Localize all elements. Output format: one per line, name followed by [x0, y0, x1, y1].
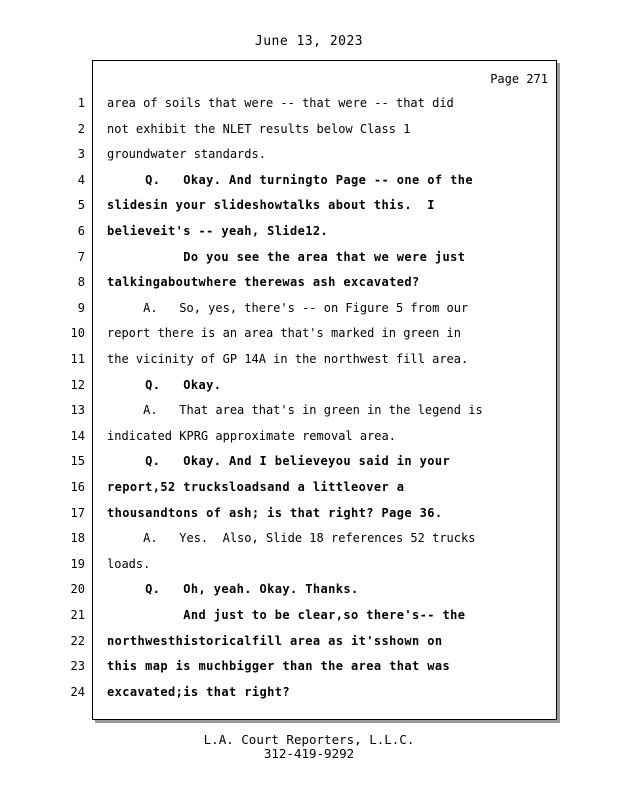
line-number: 9: [77, 301, 85, 315]
line-text: talkingaboutwhere therewas ash excavated?: [107, 275, 420, 289]
page-number: Page 271: [490, 72, 548, 86]
page-date: June 13, 2023: [254, 34, 364, 49]
line-number: 12: [70, 378, 85, 392]
line-number: 24: [70, 685, 85, 699]
line-text: Q. Okay. And turningto Page -- one of the: [107, 173, 473, 187]
line-text: A. So, yes, there's -- on Figure 5 from our: [107, 301, 469, 315]
line-text: A. Yes. Also, Slide 18 references 52 trucks: [107, 531, 476, 545]
line-number: 10: [70, 326, 85, 340]
line-text: And just to be clear,so there's-- the: [107, 608, 466, 622]
line-number: 23: [70, 659, 85, 673]
line-text: report,52 trucksloadsand a littleover a: [107, 480, 405, 494]
line-text: this map is muchbigger than the area that was: [107, 659, 451, 673]
line-text: loads.: [107, 557, 151, 571]
line-number: 1: [77, 96, 85, 110]
line-number: 5: [77, 198, 85, 212]
line-text: area of soils that were -- that were -- that did: [107, 96, 454, 110]
line-number: 11: [70, 352, 85, 366]
line-text: Q. Oh, yeah. Okay. Thanks.: [107, 582, 359, 596]
line-text: A. That area that's in green in the legend is: [107, 403, 483, 417]
line-text: report there is an area that's marked in green in: [107, 326, 462, 340]
line-text: indicated KPRG approximate removal area.: [107, 429, 396, 443]
line-text: excavated;is that right?: [107, 685, 290, 699]
line-number: 21: [70, 608, 85, 622]
line-number: 2: [77, 122, 85, 136]
line-number: 19: [70, 557, 85, 571]
line-text: slidesin your slideshowtalks about this. I: [107, 198, 435, 212]
line-number: 14: [70, 429, 85, 443]
line-number: 22: [70, 634, 85, 648]
line-number: 13: [70, 403, 85, 417]
line-text: thousandtons of ash; is that right? Page 36.: [107, 506, 443, 520]
line-number: 4: [77, 173, 85, 187]
line-text: the vicinity of GP 14A in the northwest fill area.: [107, 352, 469, 366]
line-number: 15: [70, 454, 85, 468]
footer-company: L.A. Court Reporters, L.L.C.: [203, 732, 415, 747]
line-number: 3: [77, 147, 85, 161]
line-text: believeit's -- yeah, Slide12.: [107, 224, 329, 238]
line-number: 8: [77, 275, 85, 289]
line-number: 6: [77, 224, 85, 238]
line-text: Do you see the area that we were just: [107, 250, 466, 264]
line-number: 17: [70, 506, 85, 520]
line-number: 18: [70, 531, 85, 545]
line-text: not exhibit the NLET results below Class 1: [107, 122, 411, 136]
footer: [0, 733, 618, 761]
line-text: Q. Okay. And I believeyou said in your: [107, 454, 451, 468]
line-text: northwesthistoricalfill area as it'sshown on: [107, 634, 443, 648]
line-number: 20: [70, 582, 85, 596]
line-text: groundwater standards.: [107, 147, 266, 161]
footer-phone: 312-419-9292: [263, 746, 355, 761]
line-text: Q. Okay.: [107, 378, 222, 392]
line-number: 7: [77, 250, 85, 264]
line-number: 16: [70, 480, 85, 494]
